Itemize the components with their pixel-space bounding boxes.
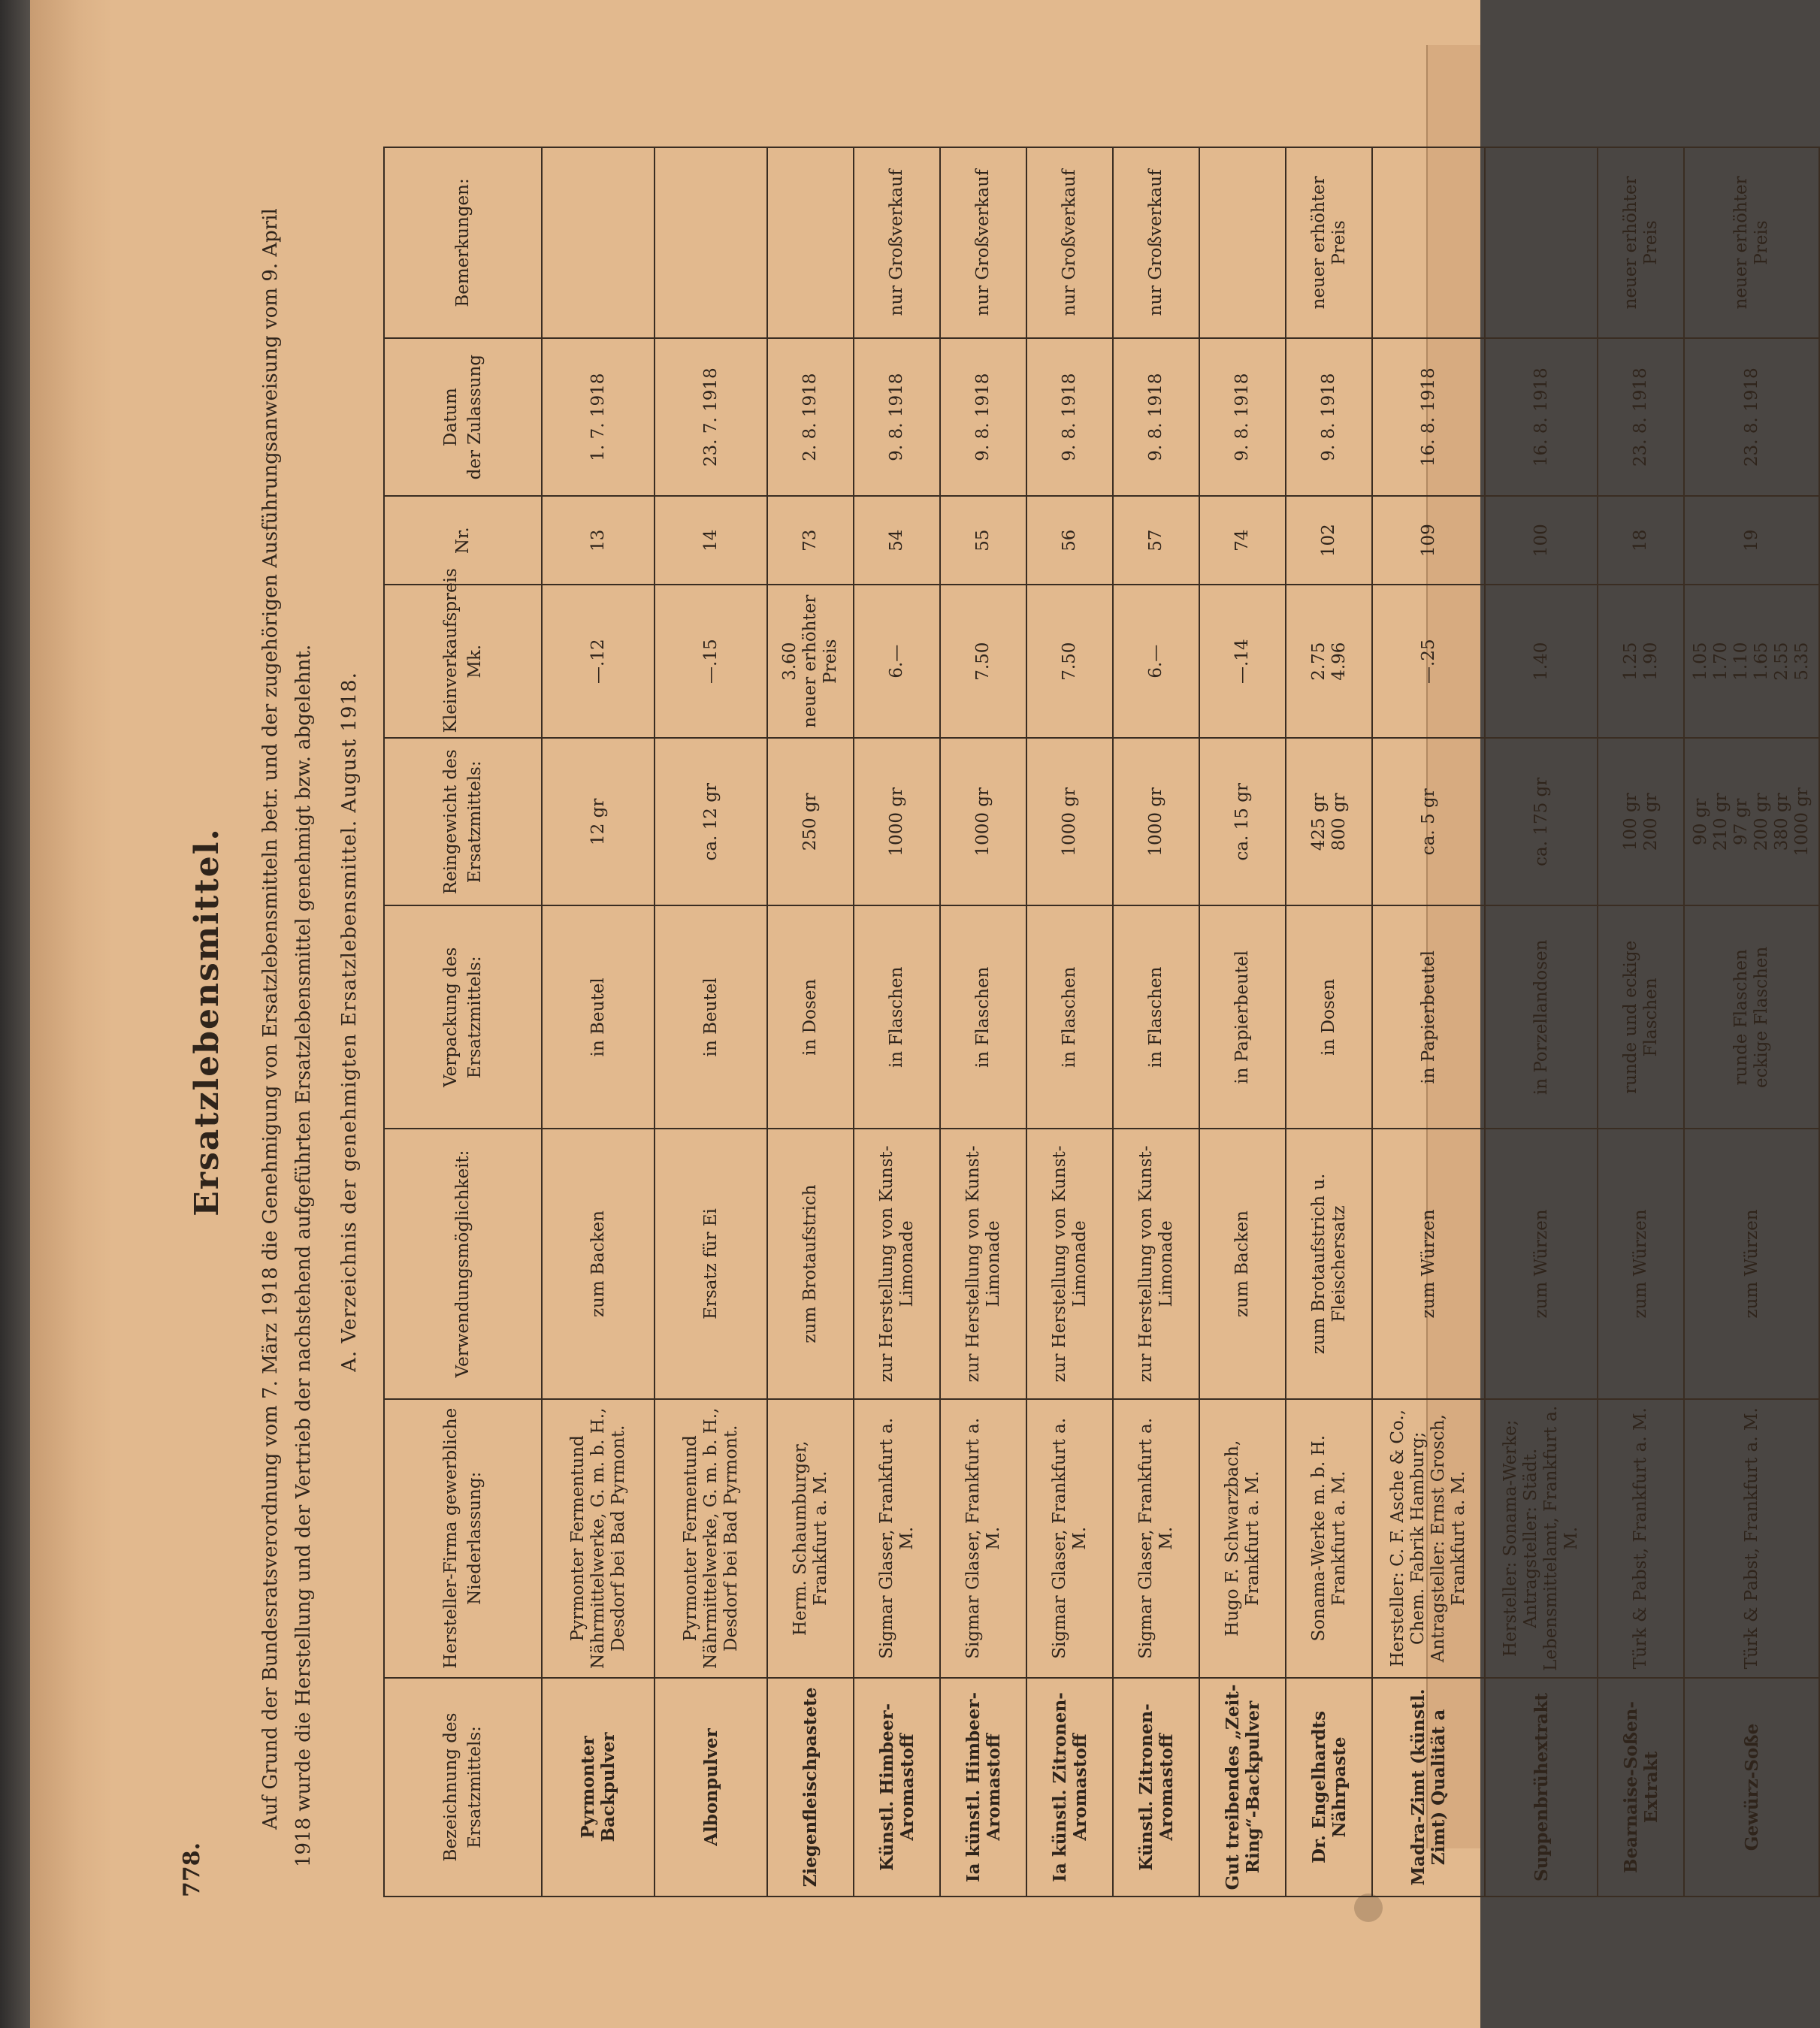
table-header-row xyxy=(384,147,542,1897)
cell-weight: ca. 12 gr xyxy=(655,738,767,905)
cell-weight: 1000 gr xyxy=(1113,738,1199,905)
rotated-content xyxy=(165,131,1812,1912)
rotated-content-frame xyxy=(165,131,1812,1912)
cell-firm: Sigmar Glaser, Frankfurt a. M. xyxy=(1113,1399,1199,1678)
cell-packaging: in Porzellandosen xyxy=(1485,905,1598,1129)
cell-nr: 54 xyxy=(854,496,940,585)
table-body xyxy=(542,147,1819,1897)
cell-use: zum Würzen xyxy=(1598,1129,1684,1398)
col-header-nr xyxy=(384,496,542,585)
cell-name: Ia künstl. Zitronen-Aromastoff xyxy=(1026,1678,1113,1897)
table-row xyxy=(1026,147,1113,1897)
cell-name: Gut treibendes „Zeit-Ring“-Backpulver xyxy=(1199,1678,1286,1897)
cell-remarks: neuer erhöhter Preis xyxy=(1598,147,1684,338)
cell-remarks: nur Großverkauf xyxy=(1026,147,1113,338)
cell-use: zum Brotaufstrich u. Fleischersatz xyxy=(1286,1129,1372,1398)
cell-packaging: in Beutel xyxy=(655,905,767,1129)
cell-weight: 1000 gr xyxy=(1026,738,1113,905)
cell-date: 23. 7. 1918 xyxy=(655,338,767,497)
col-header-firm: Hersteller-Firma gewerbliche Niederlassung: xyxy=(384,1399,542,1678)
cell-packaging: in Flaschen xyxy=(1113,905,1199,1129)
cell-remarks xyxy=(767,147,854,338)
cell-firm: Türk & Pabst, Frankfurt a. M. xyxy=(1684,1399,1819,1678)
cell-use: zum Würzen xyxy=(1372,1129,1485,1398)
cell-remarks: neuer erhöhter Preis xyxy=(1286,147,1372,338)
table-row xyxy=(1485,147,1598,1897)
cell-firm: Hersteller: C. F. Asche & Co., Chem. Fabrik Hamburg; Antragsteller: Ernst Grosch, Frankfurt a. M. xyxy=(1372,1399,1485,1678)
cell-price: —.15 xyxy=(655,585,767,738)
cell-price: 1.05 1.70 1.10 1.65 2.55 5.35 xyxy=(1684,585,1819,738)
cell-packaging: in Flaschen xyxy=(1026,905,1113,1129)
col-header-packaging: Verpackung des Ersatzmittels: xyxy=(384,905,542,1129)
cell-nr: 102 xyxy=(1286,496,1372,585)
cell-weight: 425 gr 800 gr xyxy=(1286,738,1372,905)
scan-background xyxy=(0,0,30,2028)
cell-date: 9. 8. 1918 xyxy=(854,338,940,497)
cell-nr: 73 xyxy=(767,496,854,585)
col-header-price: Kleinverkaufspreis Mk. xyxy=(384,585,542,738)
cell-use: zum Würzen xyxy=(1684,1129,1819,1398)
cell-remarks: nur Großverkauf xyxy=(940,147,1026,338)
cell-use: zur Herstellung von Kunst-Limonade xyxy=(1113,1129,1199,1398)
cell-name: Albonpulver xyxy=(655,1678,767,1897)
cell-use: Ersatz für Ei xyxy=(655,1129,767,1398)
cell-use: zum Würzen xyxy=(1485,1129,1598,1398)
binding-shadow xyxy=(30,0,113,2028)
cell-packaging: runde Flaschen eckige Flaschen xyxy=(1684,905,1819,1129)
cell-packaging: in Papierbeutel xyxy=(1372,905,1485,1129)
approval-table xyxy=(383,147,1820,1897)
cell-firm: Sigmar Glaser, Frankfurt a. M. xyxy=(1026,1399,1113,1678)
table-row xyxy=(1286,147,1372,1897)
cell-packaging: in Papierbeutel xyxy=(1199,905,1286,1129)
cell-firm: Hugo F. Schwarzbach, Frankfurt a. M. xyxy=(1199,1399,1286,1678)
cell-price: 6.— xyxy=(1113,585,1199,738)
cell-date: 9. 8. 1918 xyxy=(1026,338,1113,497)
cell-nr: 74 xyxy=(1199,496,1286,585)
cell-remarks: neuer erhöhter Preis xyxy=(1684,147,1819,338)
table-row xyxy=(767,147,854,1897)
cell-price: 7.50 xyxy=(1026,585,1113,738)
table-row xyxy=(1199,147,1286,1897)
cell-packaging: runde und eckige Flaschen xyxy=(1598,905,1684,1129)
col-header-use: Verwendungsmöglichkeit: xyxy=(384,1129,542,1398)
cell-weight: ca. 175 gr xyxy=(1485,738,1598,905)
section-heading: A. Verzeichnis der genehmigten Ersatzlebensmittel. August 1918. xyxy=(338,672,361,1372)
col-header-date xyxy=(384,338,542,497)
cell-name: Ziegenfleischpastete xyxy=(767,1678,854,1897)
cell-date: 2. 8. 1918 xyxy=(767,338,854,497)
cell-firm: Sonama-Werke m. b. H. Frankfurt a. M. xyxy=(1286,1399,1372,1678)
cell-name: Gewürz-Soße xyxy=(1684,1678,1819,1897)
cell-name: Madra-Zimt (künstl. Zimt) Qualität a xyxy=(1372,1678,1485,1897)
cell-price: —.12 xyxy=(542,585,655,738)
cell-weight: ca. 15 gr xyxy=(1199,738,1286,905)
table-row xyxy=(1598,147,1684,1897)
cell-firm: Herm. Schaumburger, Frankfurt a. M. xyxy=(767,1399,854,1678)
cell-name: Suppenbrühextrakt xyxy=(1485,1678,1598,1897)
cell-use: zur Herstellung von Kunst-Limonade xyxy=(854,1129,940,1398)
cell-packaging: in Dosen xyxy=(767,905,854,1129)
cell-packaging: in Flaschen xyxy=(940,905,1026,1129)
cell-date: 9. 8. 1918 xyxy=(1199,338,1286,497)
cell-nr: 13 xyxy=(542,496,655,585)
page-title: Ersatzlebensmittel. xyxy=(188,827,226,1216)
document-page xyxy=(30,0,1812,2028)
cell-name: Künstl. Himbeer-Aromastoff xyxy=(854,1678,940,1897)
cell-date: 9. 8. 1918 xyxy=(1286,338,1372,497)
table-row xyxy=(1113,147,1199,1897)
cell-use: zum Backen xyxy=(542,1129,655,1398)
table-row xyxy=(1372,147,1485,1897)
cell-packaging: in Flaschen xyxy=(854,905,940,1129)
cell-weight: ca. 5 gr xyxy=(1372,738,1485,905)
cell-firm: Sigmar Glaser, Frankfurt a. M. xyxy=(940,1399,1026,1678)
cell-firm: Sigmar Glaser, Frankfurt a. M. xyxy=(854,1399,940,1678)
cell-remarks xyxy=(1485,147,1598,338)
cell-firm: Pyrmonter Fermentund Nährmittelwerke, G. m. b. H., Desdorf bei Bad Pyrmont. xyxy=(542,1399,655,1678)
cell-weight: 90 gr 210 gr 97 gr 200 gr 380 gr 1000 gr xyxy=(1684,738,1819,905)
col-header-weight: Reingewicht des Ersatzmittels: xyxy=(384,738,542,905)
cell-nr: 55 xyxy=(940,496,1026,585)
cell-weight: 250 gr xyxy=(767,738,854,905)
cell-date: 9. 8. 1918 xyxy=(940,338,1026,497)
cell-nr: 18 xyxy=(1598,496,1684,585)
cell-packaging: in Dosen xyxy=(1286,905,1372,1129)
cell-remarks: nur Großverkauf xyxy=(1113,147,1199,338)
cell-price: —.14 xyxy=(1199,585,1286,738)
cell-date: 16. 8. 1918 xyxy=(1372,338,1485,497)
cell-nr: 100 xyxy=(1485,496,1598,585)
cell-price: 1.40 xyxy=(1485,585,1598,738)
col-header-name: Bezeichnung des Ersatzmittels: xyxy=(384,1678,542,1897)
cell-date: 23. 8. 1918 xyxy=(1684,338,1819,497)
cell-use: zum Backen xyxy=(1199,1129,1286,1398)
cell-firm: Pyrmonter Fermentund Nährmittelwerke, G. m. b. H., Desdorf bei Bad Pyrmont. xyxy=(655,1399,767,1678)
table-row xyxy=(542,147,655,1897)
intro-paragraph: Auf Grund der Bundesratsverordnung vom 7. März 1918 die Genehmigung von Ersatzlebensmitteln betr. und der zugehörigen Ausführungsanweisung vom 9. April 1918 wurde die Herstellung und der Vertrieb der nachstehend aufgeführten Ersatzlebensmittel genehmigt bzw. abgelehnt. xyxy=(259,208,315,1867)
cell-nr: 109 xyxy=(1372,496,1485,585)
table-row xyxy=(655,147,767,1897)
cell-name: Dr. Engelhardts Nährpaste xyxy=(1286,1678,1372,1897)
cell-remarks xyxy=(1199,147,1286,338)
cell-weight: 1000 gr xyxy=(854,738,940,905)
cell-use: zur Herstellung von Kunst-Limonade xyxy=(940,1129,1026,1398)
cell-packaging: in Beutel xyxy=(542,905,655,1129)
cell-price: 3.60 neuer erhöhter Preis xyxy=(767,585,854,738)
table-row xyxy=(854,147,940,1897)
cell-date: 1. 7. 1918 xyxy=(542,338,655,497)
cell-nr: 57 xyxy=(1113,496,1199,585)
col-header-nr-label: Nr. xyxy=(453,527,473,555)
cell-date: 23. 8. 1918 xyxy=(1598,338,1684,497)
cell-price: 1.25 1.90 xyxy=(1598,585,1684,738)
cell-remarks xyxy=(542,147,655,338)
cell-remarks xyxy=(1372,147,1485,338)
cell-nr: 56 xyxy=(1026,496,1113,585)
cell-price: —.25 xyxy=(1372,585,1485,738)
cell-name: Pyrmonter Backpulver xyxy=(542,1678,655,1897)
cell-weight: 100 gr 200 gr xyxy=(1598,738,1684,905)
table-row xyxy=(1684,147,1819,1897)
cell-nr: 19 xyxy=(1684,496,1819,585)
cell-firm: Türk & Pabst, Frankfurt a. M. xyxy=(1598,1399,1684,1678)
page-number: 778. xyxy=(179,1842,205,1897)
cell-remarks xyxy=(655,147,767,338)
cell-remarks: nur Großverkauf xyxy=(854,147,940,338)
cell-price: 6.— xyxy=(854,585,940,738)
col-header-date-label: Datum xyxy=(441,388,461,447)
cell-use: zur Herstellung von Kunst-Limonade xyxy=(1026,1129,1113,1398)
cell-price: 7.50 xyxy=(940,585,1026,738)
cell-date: 16. 8. 1918 xyxy=(1485,338,1598,497)
cell-firm: Hersteller: Sonama-Werke; Antragsteller: Städt. Lebensmittelamt, Frankfurt a. M. xyxy=(1485,1399,1598,1678)
cell-weight: 12 gr xyxy=(542,738,655,905)
cell-use: zum Brotaufstrich xyxy=(767,1129,854,1398)
cell-date: 9. 8. 1918 xyxy=(1113,338,1199,497)
cell-weight: 1000 gr xyxy=(940,738,1026,905)
cell-name: Ia künstl. Himbeer-Aromastoff xyxy=(940,1678,1026,1897)
cell-nr: 14 xyxy=(655,496,767,585)
cell-name: Bearnaise-Soßen-Extrakt xyxy=(1598,1678,1684,1897)
col-header-remarks: Bemerkungen: xyxy=(384,147,542,338)
cell-price: 2.75 4.96 xyxy=(1286,585,1372,738)
col-header-approval-label: der Zulassung xyxy=(465,354,485,480)
table-row xyxy=(940,147,1026,1897)
cell-name: Künstl. Zitronen-Aromastoff xyxy=(1113,1678,1199,1897)
